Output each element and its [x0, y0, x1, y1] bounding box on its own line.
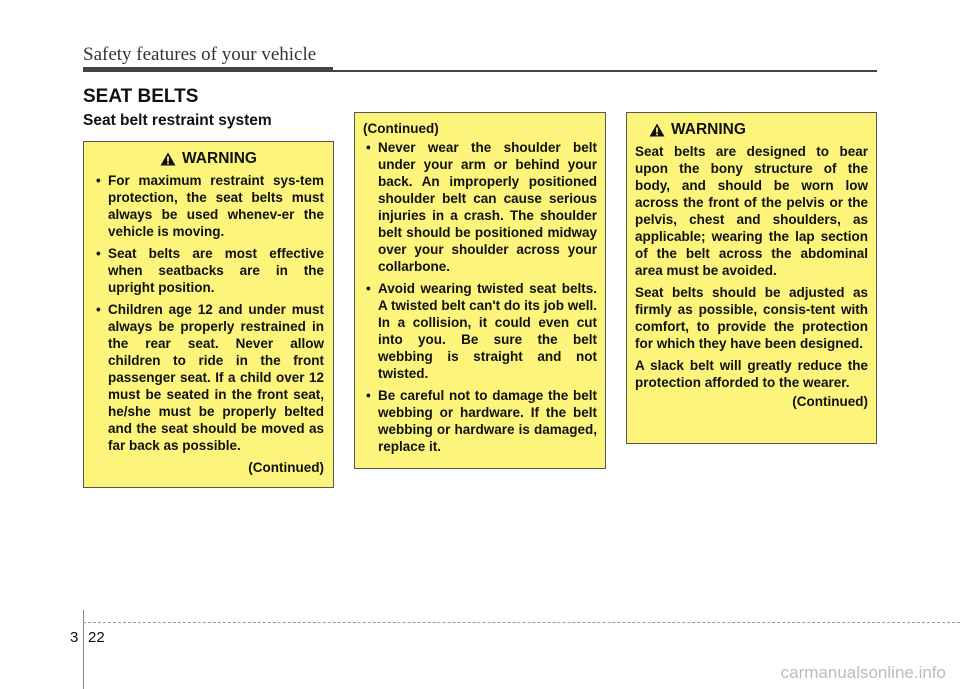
warning-box-3: [626, 112, 877, 444]
warning-paragraph: Seat belts should be adjusted as firmly as possible, consis-tent with comfort, to provide the protection for which they have been designed.: [635, 285, 868, 351]
list-item: • Seat belts are most effective when seatbacks are in the upright position.: [93, 245, 324, 296]
continued-label: (Continued): [363, 121, 439, 136]
list-item: • Avoid wearing twisted seat belts. A twisted belt can't do its job well. In a collision, it could even cut into you. Be sure the belt webbing is straight and not twisted.: [363, 280, 597, 382]
continued-label: (Continued): [248, 460, 324, 475]
section-title: SEAT BELTS: [83, 86, 199, 107]
warning-list: [363, 139, 597, 455]
list-item: • Never wear the shoulder belt under your arm or behind your back. An improperly positioned shoulder belt can cause serious injuries in a crash. The shoulder belt should be positioned midway over your shoulder across your collarbone.: [363, 139, 597, 275]
warning-heading-label: WARNING: [182, 150, 257, 167]
warning-triangle-icon: [649, 123, 665, 137]
subsection-title: Seat belt restraint system: [83, 112, 272, 129]
warning-paragraph: A slack belt will greatly reduce the protection afforded to the wearer.: [635, 358, 868, 390]
footer-dashed-rule: [83, 622, 960, 623]
continued-label: (Continued): [792, 394, 868, 409]
warning-box-2: [354, 112, 606, 469]
warning-heading: [635, 121, 868, 138]
warning-paragraph: Seat belts are designed to bear upon the bony structure of the body, and should be worn low across the front of the pelvis or the pelvis, chest and shoulders, as applicable; wearing the lap section of the belt across the abdominal area must be avoided.: [635, 144, 868, 278]
header-rule-thin: [333, 70, 877, 72]
watermark: carmanualsonline.info: [780, 663, 946, 682]
page-number: 22: [88, 629, 105, 646]
warning-heading: [93, 150, 324, 167]
list-item: • Be careful not to damage the belt webbing or hardware. If the belt webbing or hardware is damaged, replace it.: [363, 387, 597, 455]
header-rule-thick: [83, 67, 333, 72]
warning-list: [93, 172, 324, 454]
page-chapter-number: 3: [70, 629, 79, 646]
warning-heading-label: WARNING: [671, 121, 746, 138]
warning-triangle-icon: [160, 152, 176, 166]
list-item: • For maximum restraint sys-tem protection, the seat belts must always be used whenev-er the vehicle is moving.: [93, 172, 324, 240]
page-header-title: Safety features of your vehicle: [83, 44, 317, 65]
list-item: • Children age 12 and under must always be properly restrained in the rear seat. Never allow children to ride in the front passenger seat. If a child over 12 must be seated in the front seat, he/she must be properly belted and the seat should be moved as far back as possible.: [93, 301, 324, 454]
warning-box-1: [83, 141, 334, 488]
